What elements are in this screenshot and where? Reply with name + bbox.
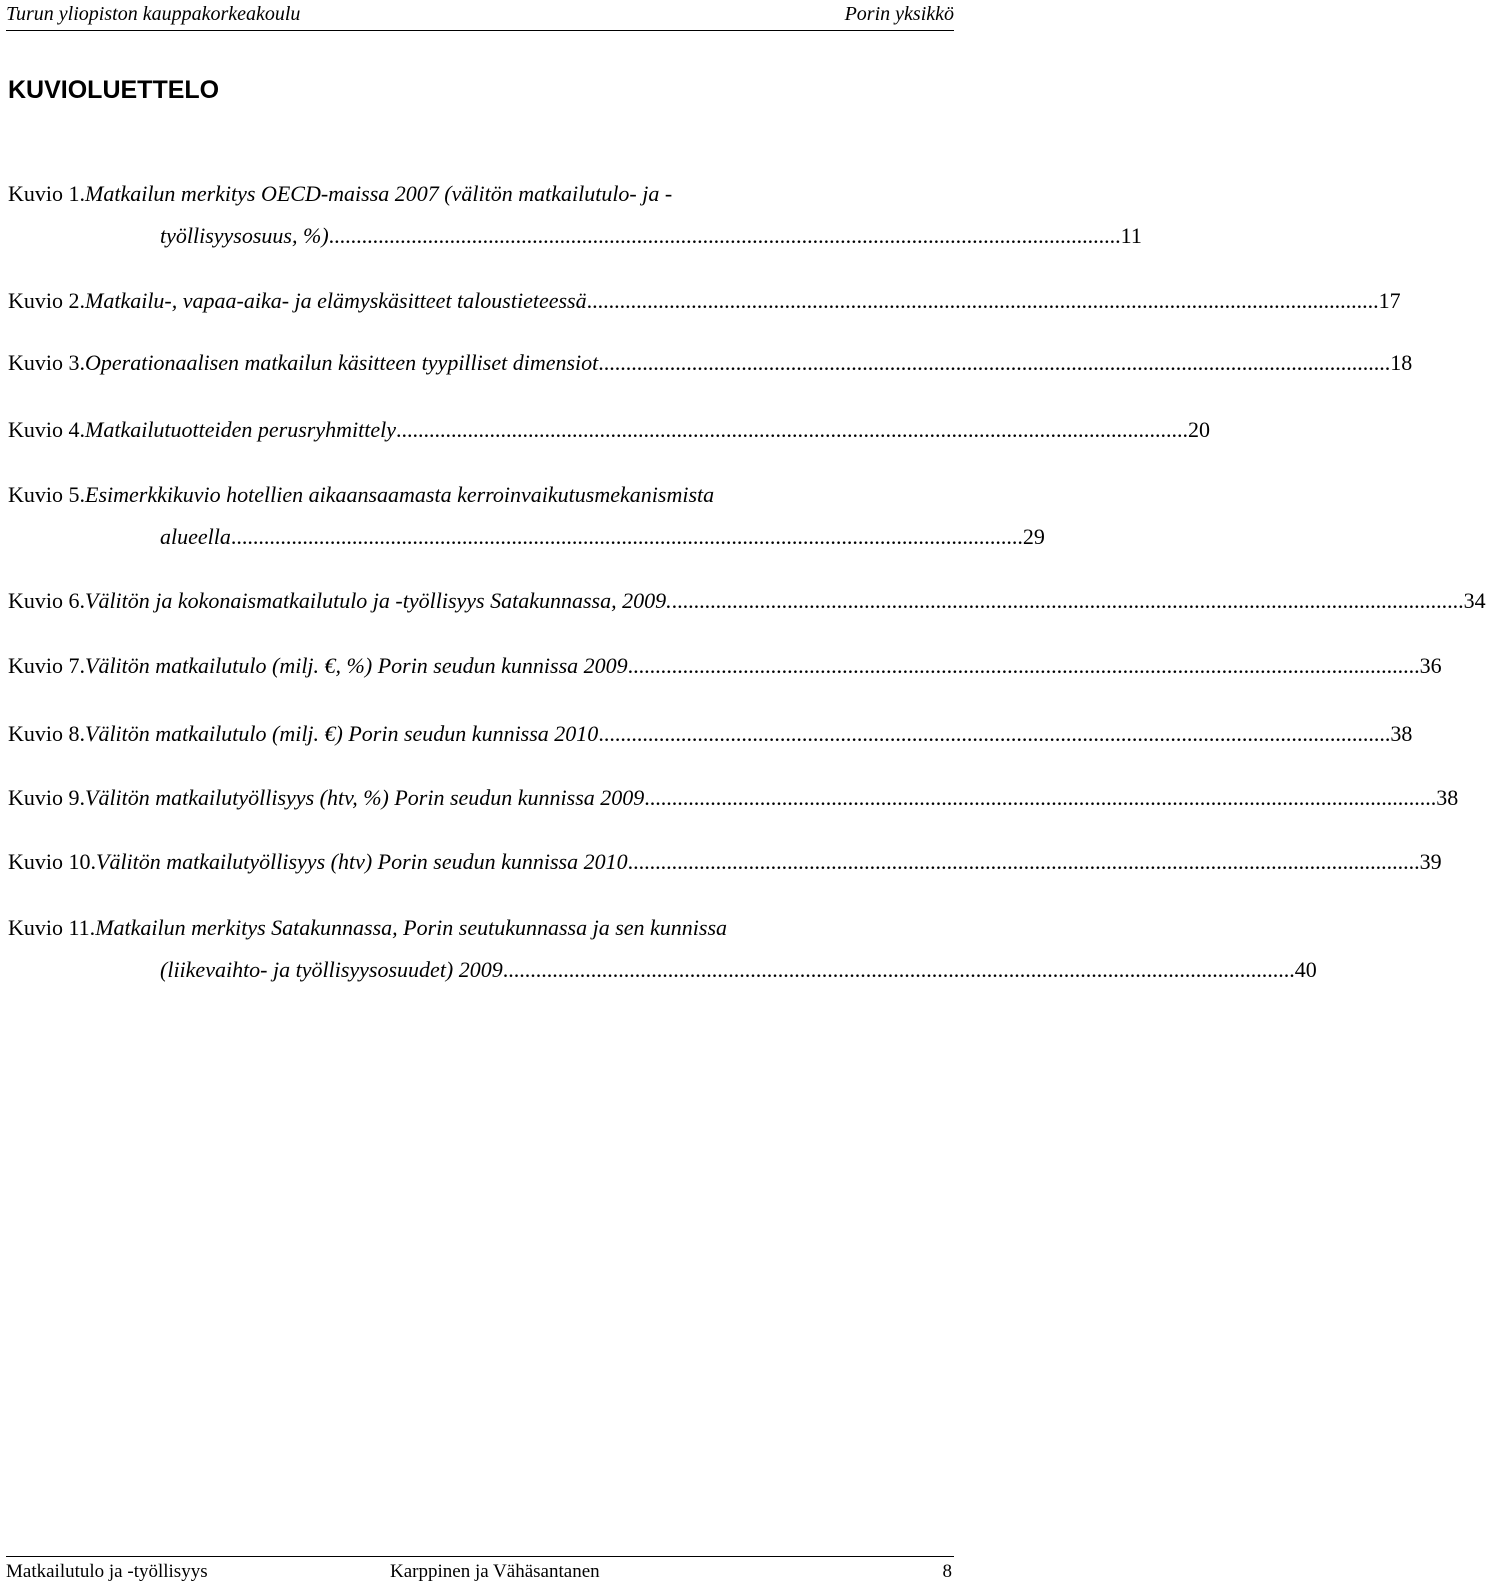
page-number: 40: [1294, 957, 1317, 982]
page-number: 20: [1188, 417, 1210, 442]
figure-number: Kuvio 6.: [8, 588, 85, 613]
entry-line: [8, 645, 1442, 687]
figure-title: Operationaalisen matkailun käsitteen tyypilliset dimensiot: [85, 350, 599, 375]
footer-page-number: 8: [942, 1561, 952, 1582]
figure-title: työllisyysosuus, %): [160, 223, 329, 248]
page-number: 17: [1378, 288, 1401, 313]
dot-leader: ................................................................................................................................................: [644, 785, 1437, 810]
figure-number: Kuvio 3.: [8, 350, 85, 375]
entry-line: [8, 409, 1210, 451]
figure-title: Välitön matkailutulo (milj. €) Porin seudun kunnissa 2010: [85, 721, 599, 746]
dot-leader: ................................................................................................................................................: [598, 721, 1391, 746]
entry-line: [8, 777, 1459, 819]
figure-number: Kuvio 1.: [8, 181, 85, 206]
figure-list-entry: [8, 342, 1413, 384]
dot-leader: ................................................................................................................................................: [627, 849, 1420, 874]
figure-list-entry: [8, 907, 1317, 991]
header-right: Porin yksikkö: [844, 3, 954, 25]
entry-line: [8, 173, 896, 215]
page-number: 39: [1419, 849, 1442, 874]
figure-list-entry: [8, 280, 1401, 322]
dot-leader: ................................................................................................................................................: [598, 350, 1391, 375]
figure-title: Välitön matkailutulo (milj. €, %) Porin seudun kunnissa 2009: [85, 653, 628, 678]
figure-title: Välitön matkailutyöllisyys (htv) Porin seudun kunnissa 2010: [96, 849, 628, 874]
page-number: 29: [1022, 524, 1045, 549]
figure-number: Kuvio 4.: [8, 417, 85, 442]
page-header: [6, 0, 954, 31]
page-number: 38: [1436, 785, 1459, 810]
dot-leader: ................................................................................................................................................: [328, 223, 1121, 248]
footer-authors: Karppinen ja Vähäsantanen: [390, 1561, 600, 1582]
figure-list-entry: [8, 713, 1413, 755]
figure-title: (liikevaihto- ja työllisyysosuudet) 2009: [160, 957, 503, 982]
entry-line: [8, 580, 1486, 622]
page-number: 18: [1390, 350, 1413, 375]
figure-list-entry: [8, 841, 1442, 883]
figure-title: Välitön ja kokonaismatkailutulo ja -työllisyys Satakunnassa, 2009.: [85, 588, 672, 613]
figure-list-entry: [8, 777, 1459, 819]
dot-leader: ................................................................................................................................................: [671, 588, 1464, 613]
figure-number: Kuvio 7.: [8, 653, 85, 678]
page-title: KUVIOLUETTELO: [8, 76, 220, 104]
entry-line: [8, 215, 1142, 257]
entry-line: [8, 516, 1045, 558]
figure-list-entry: [8, 645, 1442, 687]
page-number: 11: [1120, 223, 1142, 248]
dot-leader: ................................................................................................................................................: [586, 288, 1379, 313]
figure-title: alueella: [160, 524, 231, 549]
figure-title: Matkailu-, vapaa-aika- ja elämyskäsitteet taloustieteessä: [85, 288, 587, 313]
figure-number: Kuvio 9.: [8, 785, 85, 810]
figure-title: Matkailun merkitys Satakunnassa, Porin seutukunnassa ja sen kunnissa: [95, 915, 728, 940]
entry-line: [8, 841, 1442, 883]
page-number: 36: [1419, 653, 1442, 678]
figure-number: Kuvio 2.: [8, 288, 85, 313]
entry-line: [8, 280, 1401, 322]
figure-number: Kuvio 5.: [8, 482, 85, 507]
entry-line: [8, 949, 1317, 991]
entry-line: [8, 474, 896, 516]
page-footer: [6, 1556, 954, 1589]
page-number: 34: [1463, 588, 1486, 613]
header-left: Turun yliopiston kauppakorkeakoulu: [6, 3, 301, 25]
footer-left: Matkailutulo ja -työllisyys: [6, 1561, 208, 1582]
entry-line: [8, 342, 1413, 384]
figure-list-entry: [8, 580, 1486, 622]
entry-line: [8, 907, 896, 949]
entry-line: [8, 713, 1413, 755]
figure-title: Esimerkkikuvio hotellien aikaansaamasta kerroinvaikutusmekanismista: [85, 482, 715, 507]
dot-leader: ................................................................................................................................................: [230, 524, 1023, 549]
dot-leader: ................................................................................................................................................: [502, 957, 1295, 982]
figure-number: Kuvio 8.: [8, 721, 85, 746]
figure-title: Välitön matkailutyöllisyys (htv, %) Porin seudun kunnissa 2009: [85, 785, 645, 810]
figure-title: Matkailun merkitys OECD-maissa 2007 (välitön matkailutulo- ja -: [85, 181, 673, 206]
dot-leader: ................................................................................................................................................: [396, 417, 1188, 442]
figure-title: Matkailutuotteiden perusryhmittely: [85, 417, 396, 442]
figure-list-entry: [8, 409, 1210, 451]
figure-list-entry: [8, 474, 1045, 558]
figure-list-entry: [8, 173, 1142, 257]
figure-number: Kuvio 11.: [8, 915, 96, 940]
figure-number: Kuvio 10.: [8, 849, 96, 874]
page-number: 38: [1390, 721, 1413, 746]
dot-leader: ................................................................................................................................................: [627, 653, 1420, 678]
